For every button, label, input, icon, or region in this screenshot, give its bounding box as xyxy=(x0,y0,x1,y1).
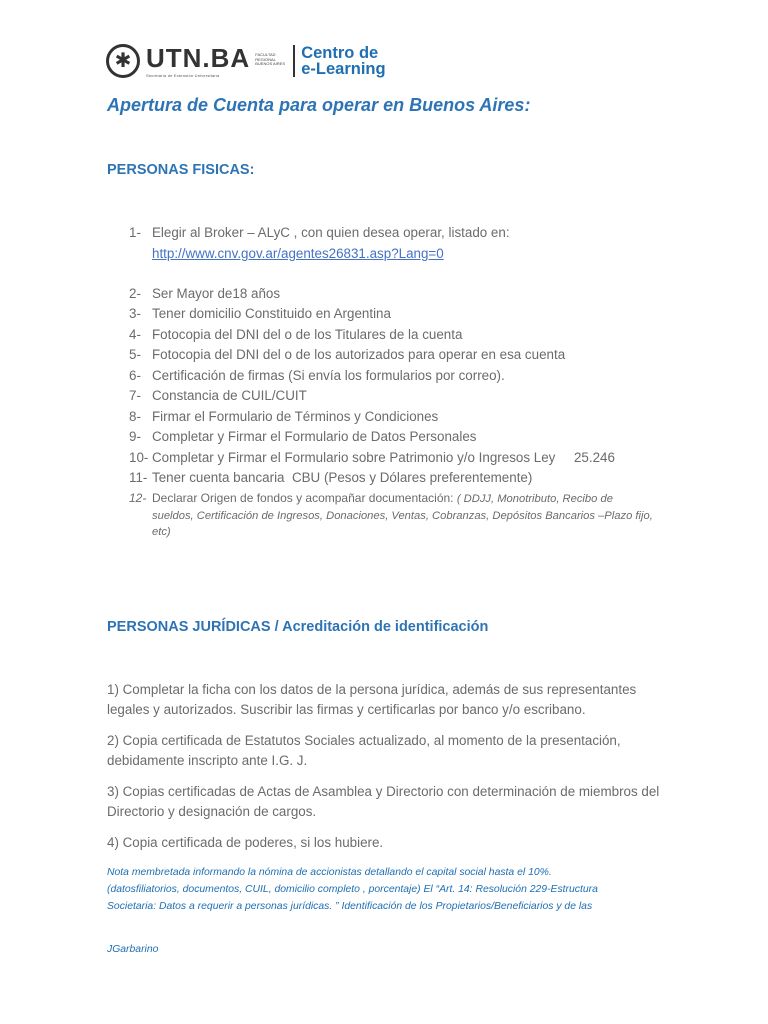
list-number: 12- xyxy=(129,491,147,505)
list-item-8 xyxy=(129,409,438,425)
list-item-12 xyxy=(129,490,613,508)
list-item-2 xyxy=(129,286,280,302)
paragraph-1: 1) Completar la ficha con los datos de la persona jurídica, además de sus representantes legales y autorizados. Suscribir las firmas y certificarlas por banco y/o escribano. xyxy=(107,682,637,717)
list-number: 9- xyxy=(129,429,141,444)
list-text: Ser Mayor de18 años xyxy=(152,286,281,301)
list-text: Completar y Firmar el Formulario de Datos Personales xyxy=(152,429,477,444)
list-text-italic: ( DDJJ, Monotributo, Recibo de xyxy=(456,493,613,505)
list-text: Elegir al Broker – ALyC , con quien desea operar, listado en: xyxy=(152,225,510,240)
list-number: 5- xyxy=(129,347,141,362)
list-text: Fotocopia del DNI del o de los Titulares de la cuenta xyxy=(152,327,463,342)
centro-elearning-label xyxy=(301,45,385,77)
list-item-9 xyxy=(129,429,476,445)
list-item-4 xyxy=(129,327,462,343)
logo-word: UTN.BA xyxy=(146,42,251,73)
paragraph-3: 3) Copias certificadas de Actas de Asamblea y Directorio con determinación de miembros del Directorio y designación de cargos. xyxy=(107,784,660,819)
document-title: Apertura de Cuenta para operar en Buenos Aires: xyxy=(107,95,531,115)
list-text: Constancia de CUIL/CUIT xyxy=(152,388,307,403)
list-text: Certificación de firmas (Si envía los formularios por correo). xyxy=(152,368,505,383)
note-line-3: Societaria: Datos a requerir a personas jurídicas. ” Identificación de los Propietarios/Beneficiarios y de las xyxy=(107,901,593,912)
heading-personas-juridicas: PERSONAS JURÍDICAS / Acreditación de identificación xyxy=(107,619,489,635)
list-number: 4- xyxy=(129,327,141,342)
list-number: 3- xyxy=(129,306,141,321)
list-text: Fotocopia del DNI del o de los autorizados para operar en esa cuenta xyxy=(152,347,566,362)
list-item-7 xyxy=(129,388,307,404)
logo-divider xyxy=(293,45,295,77)
list-number: 1- xyxy=(129,225,141,240)
list-number: 2- xyxy=(129,286,141,301)
list-number: 6- xyxy=(129,368,141,383)
list-item-5 xyxy=(129,347,565,363)
list-item-1 xyxy=(129,225,510,241)
list-number: 11- xyxy=(129,470,148,485)
list-item-6 xyxy=(129,368,505,384)
list-item-11 xyxy=(129,470,532,486)
logo-subtitle: Secretaría de Extensión Universitaria xyxy=(146,72,220,78)
centro-line2: e-Learning xyxy=(301,60,386,78)
list-item-12-cont: sueldos, Certificación de Ingresos, Donaciones, Ventas, Cobranzas, Depósitos Bancarios –Plazo fijo, xyxy=(152,510,653,522)
list-text: Declarar Origen de fondos y acompañar documentación: xyxy=(152,491,457,505)
list-item-3 xyxy=(129,306,391,322)
list-text: Tener cuenta bancaria CBU (Pesos y Dólares preferentemente) xyxy=(152,470,533,485)
signature: JGarbarino xyxy=(107,944,159,955)
paragraph-2: 2) Copia certificada de Estatutos Sociales actualizado, al momento de la presentación, debidamente inscripto ante I.G. J. xyxy=(107,733,621,768)
heading-personas-fisicas: PERSONAS FISICAS: xyxy=(107,162,255,178)
list-number: 10- xyxy=(129,450,149,465)
note-line-2: (datosfiliatorios, documentos, CUIL, domicilio completo , porcentaje) El “Art. 14: Resolución 229-Estructura xyxy=(107,884,598,895)
list-text: Tener domicilio Constituido en Argentina xyxy=(152,306,391,321)
list-item-12-cont: etc) xyxy=(152,526,171,538)
logo-faculty: FACULTAD REGIONAL BUENOS AIRES xyxy=(255,52,286,66)
utn-emblem-icon: ✱ xyxy=(106,44,140,78)
centro-line1: Centro de xyxy=(301,44,379,62)
header-logo xyxy=(106,42,386,80)
list-text: Firmar el Formulario de Términos y Condiciones xyxy=(152,409,439,424)
list-number: 7- xyxy=(129,388,141,403)
paragraph-4: 4) Copia certificada de poderes, si los hubiere. xyxy=(107,835,384,850)
utn-logo xyxy=(146,42,289,78)
list-text: Completar y Firmar el Formulario sobre Patrimonio y/o Ingresos Ley 25.246 xyxy=(152,450,615,465)
list-item-10 xyxy=(129,450,615,466)
list-number: 8- xyxy=(129,409,141,424)
cnv-agents-link[interactable]: http://www.cnv.gov.ar/agentes26831.asp?Lang=0 xyxy=(152,246,444,261)
note-line-1: Nota membretada informando la nómina de accionistas detallando el capital social hasta el 10%. xyxy=(107,867,552,878)
